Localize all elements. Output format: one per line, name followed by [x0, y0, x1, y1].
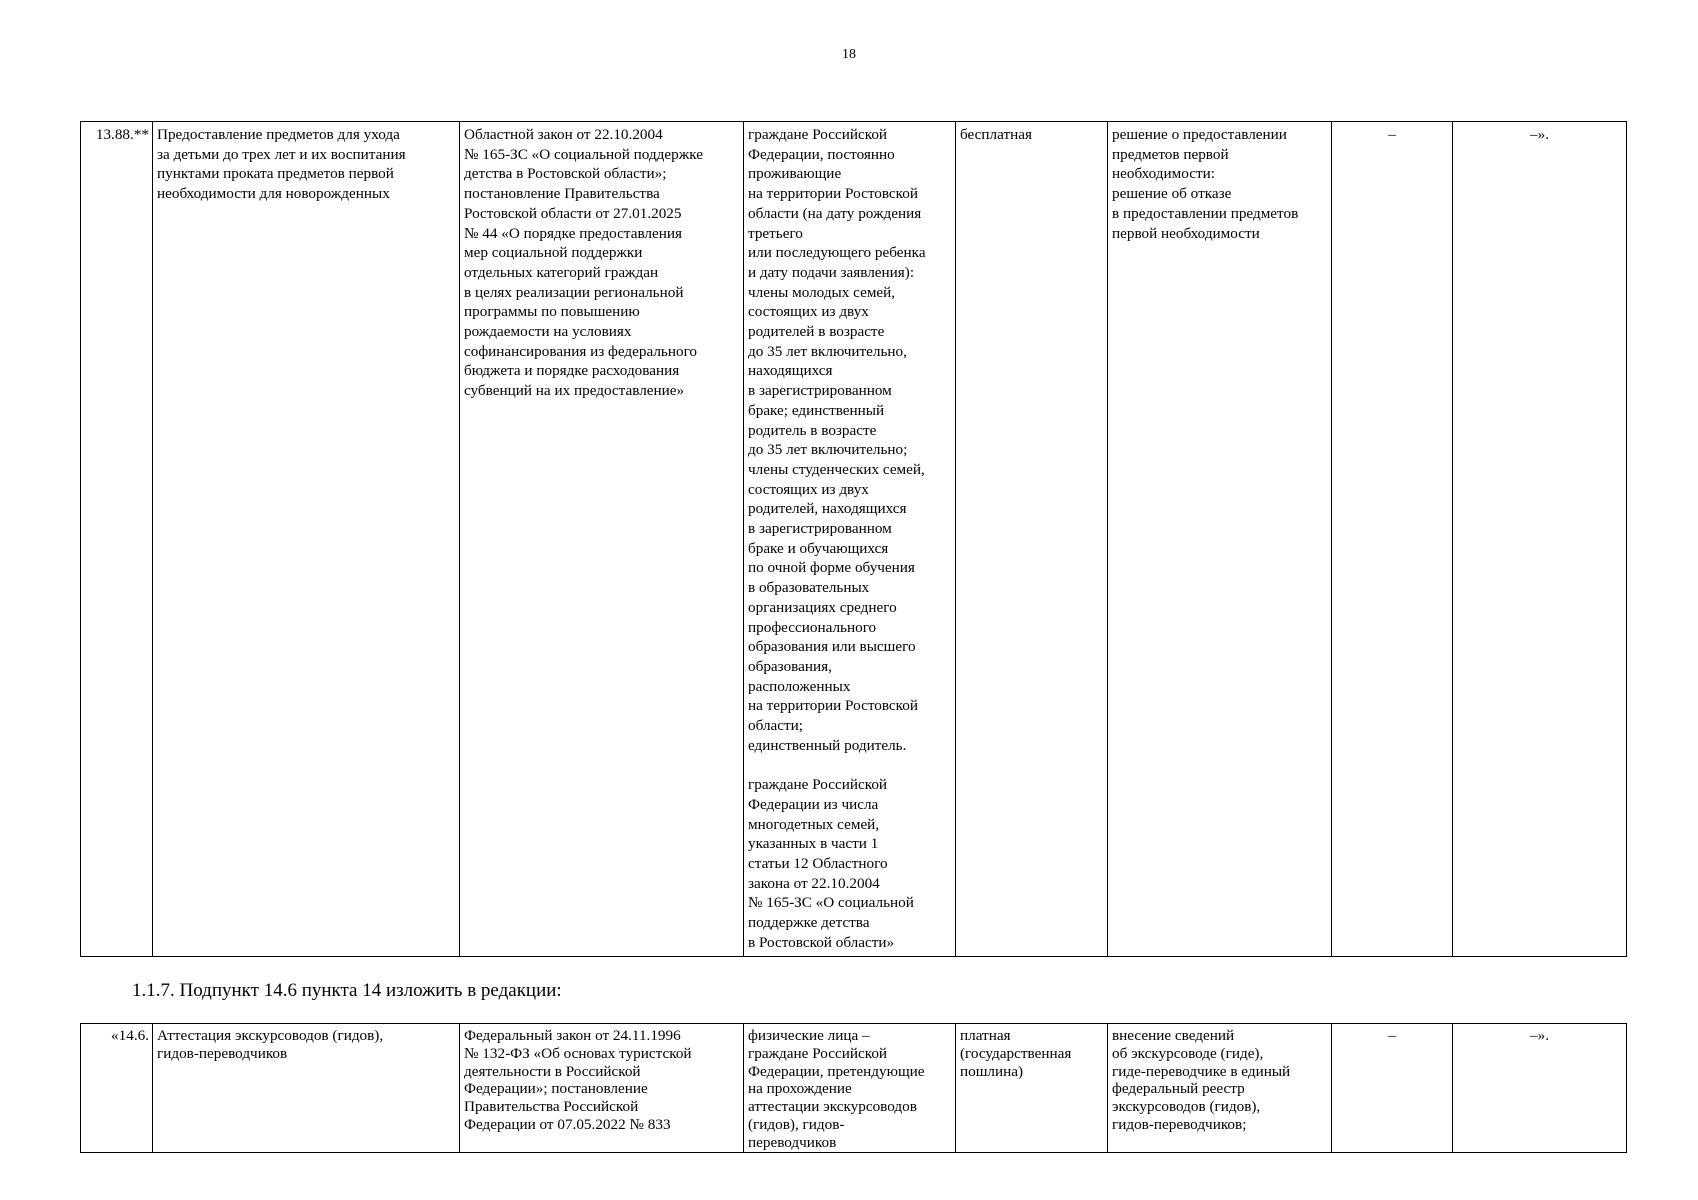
legal-basis: Областной закон от 22.10.2004 № 165-ЗС «О социальной поддержке детства в Ростовской области»; постановление Правительства Ростовской области от 27.01.2025 № 44 «О порядке предоставления мер социальной поддержки отдельных категорий граждан в целях реализации региональной программы по повышению рождаемости на условиях софинансирования из федерального бюджета и порядке расходования субвенций на их предоставление»	[460, 122, 744, 957]
service-name: Аттестация экскурсоводов (гидов), гидов-переводчиков	[153, 1024, 460, 1153]
table-row	[81, 122, 1627, 957]
column-7-value: –	[1332, 1024, 1453, 1153]
column-7-value: –	[1332, 122, 1453, 957]
payment-type: платная (государственная пошлина)	[956, 1024, 1108, 1153]
column-8-value: –».	[1453, 1024, 1627, 1153]
recipients: физические лица – граждане Российской Федерации, претендующие на прохождение аттестации экскурсоводов (гидов), гидов- переводчиков	[744, 1024, 956, 1153]
service-result: внесение сведений об экскурсоводе (гиде), гиде-переводчике в единый федеральный реестр экскурсоводов (гидов), гидов-переводчиков;	[1108, 1024, 1332, 1153]
service-name: Предоставление предметов для ухода за детьми до трех лет и их воспитания пунктами проката предметов первой необходимости для новорожденных	[153, 122, 460, 957]
payment-type: бесплатная	[956, 122, 1108, 957]
services-table-14-6	[80, 1023, 1627, 1153]
services-table-13-88	[80, 121, 1627, 957]
table-row	[81, 1024, 1627, 1153]
column-8-value: –».	[1453, 122, 1627, 957]
row-number: «14.6.	[81, 1024, 153, 1153]
service-result: решение о предоставлении предметов первой необходимости: решение об отказе в предоставлении предметов первой необходимости	[1108, 122, 1332, 957]
page-number: 18	[842, 47, 856, 62]
recipients: граждане Российской Федерации, постоянно проживающие на территории Ростовской области (на дату рождения третьего или последующего ребенка и дату подачи заявления): члены молодых семей, состоящих из двух родителей в возрасте до 35 лет включительно, находящихся в зарегистрированном браке; единственный родитель в возрасте до 35 лет включительно; члены студенческих семей, состоящих из двух родителей, находящихся в зарегистрированном браке и обучающихся по очной форме обучения в образовательных организациях среднего профессионального образования или высшего образования, расположенных на территории Ростовской области; единственный родитель. граждане Российской Федерации из числа многодетных семей, указанных в части 1 статьи 12 Областного закона от 22.10.2004 № 165-ЗС «О социальной поддержке детства в Ростовской области»	[744, 122, 956, 957]
amendment-instruction: 1.1.7. Подпункт 14.6 пункта 14 изложить в редакции:	[132, 980, 562, 1001]
legal-basis: Федеральный закон от 24.11.1996 № 132-ФЗ «Об основах туристской деятельности в Российской Федерации»; постановление Правительства Российской Федерации от 07.05.2022 № 833	[460, 1024, 744, 1153]
row-number: 13.88.**	[81, 122, 153, 957]
